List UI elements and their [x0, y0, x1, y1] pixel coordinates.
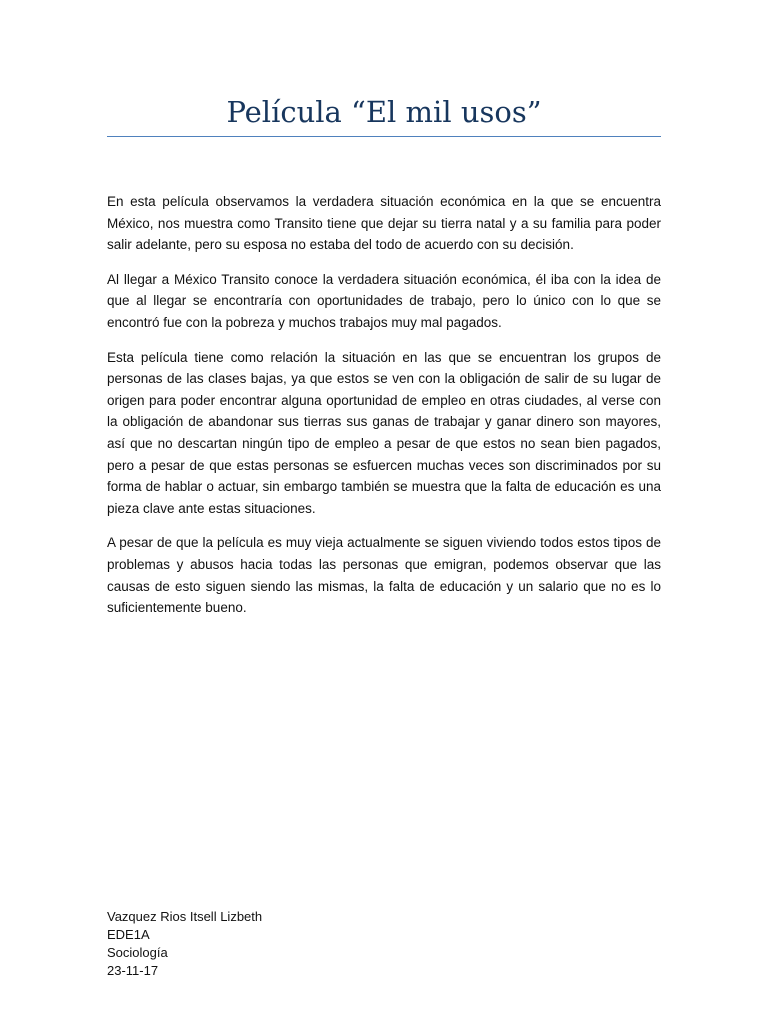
footer-author: Vazquez Rios Itsell Lizbeth: [107, 909, 263, 924]
footer-subject: Sociología: [107, 945, 168, 960]
paragraph-3: Esta película tiene como relación la situación en las que se encuentran los grupos de personas de las clases bajas, ya que estos se ven con la obligación de salir de su lugar de origen para poder encontrar alguna oportunidad de empleo en otras ciudades, al verse con la obligación de abandonar sus tierras sus ganas de trabajar y ganar dinero son mayores, así que no descartan ningún tipo de empleo a pesar de que estos no sean bien pagados, pero a pesar de que estas personas se esfuercen muchas veces son discriminados por su forma de hablar o actuar, sin embargo también se muestra que la falta de educación es una pieza clave ante estas situaciones.: [107, 349, 661, 516]
footer-group: EDE1A: [107, 927, 150, 942]
document-footer: [107, 908, 507, 980]
title-underline-divider: [107, 136, 661, 137]
document-body: [107, 191, 661, 632]
paragraph-2: Al llegar a México Transito conoce la verdadera situación económica, él iba con la idea de que al llegar se encontraría con oportunidades de trabajo, pero lo único con lo que se encontró fue con la pobreza y muchos trabajos muy mal pagados.: [107, 271, 661, 330]
footer-date: 23-11-17: [107, 963, 159, 978]
paragraph-1: En esta película observamos la verdadera situación económica en la que se encuentra México, nos muestra como Transito tiene que dejar su tierra natal y a su familia para poder salir adelante, pero su esposa no estaba del todo de acuerdo con su decisión.: [107, 194, 661, 253]
document-title: Película “El mil usos”: [226, 95, 542, 129]
paragraph-4: A pesar de que la película es muy vieja actualmente se siguen viviendo todos estos tipos de problemas y abusos hacia todas las personas que emigran, podemos observar que las causas de esto siguen siendo las mismas, la falta de educación y un salario que no es lo suficientemente bueno.: [107, 535, 661, 616]
